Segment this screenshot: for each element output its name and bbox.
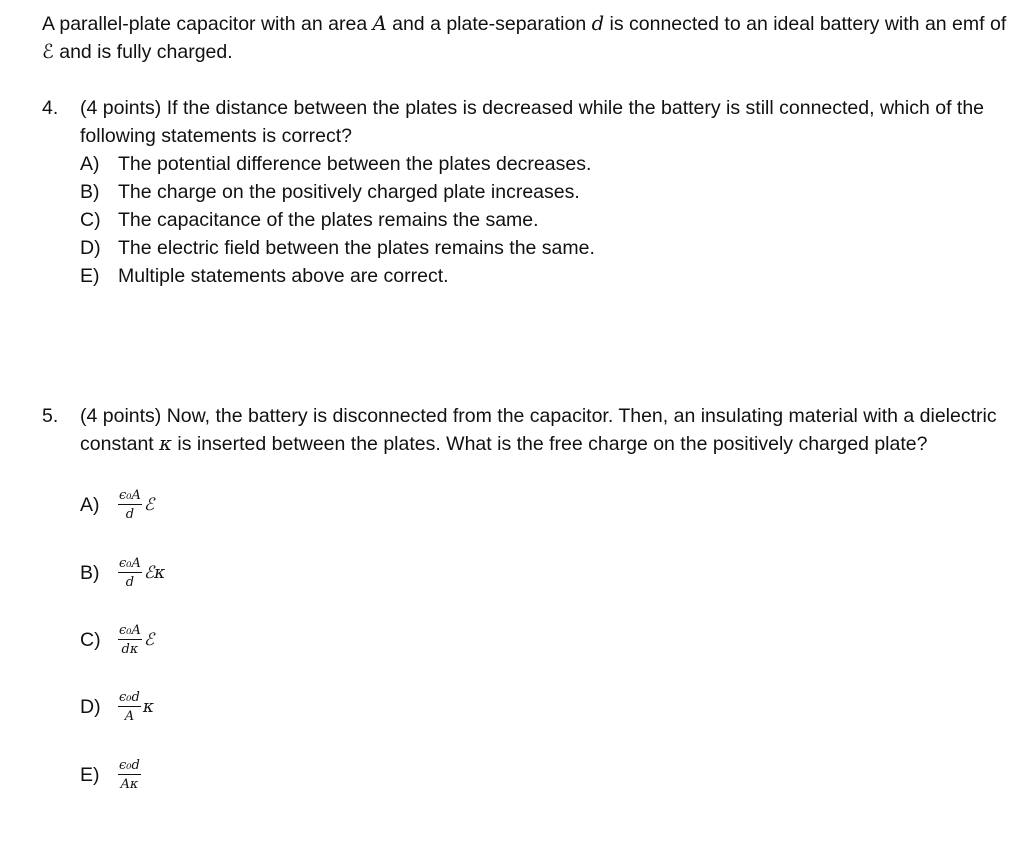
- option-letter: D): [80, 695, 101, 718]
- fraction-numerator: ϵ₀A: [119, 556, 141, 571]
- option-a: [80, 488, 154, 522]
- option-letter: C): [80, 628, 101, 651]
- option-c: [80, 206, 1017, 234]
- fraction-numerator: ϵ₀d: [119, 690, 140, 705]
- intro-text-2: and a plate-separation: [386, 13, 592, 35]
- option-letter: E): [80, 763, 100, 786]
- option-d: [80, 234, 1017, 262]
- option-d: [80, 690, 154, 724]
- stem-text-2: is inserted between the plates. What is the free charge on the positively charged plate?: [171, 433, 928, 455]
- option-e: [80, 262, 1017, 290]
- fraction-denominator: Aκ: [120, 777, 139, 792]
- fraction-numerator: ϵ₀A: [119, 488, 141, 503]
- fraction: [118, 690, 141, 724]
- var-emf: ℰ: [42, 40, 54, 63]
- option-letter: D): [80, 237, 101, 259]
- option-letter: C): [80, 209, 101, 231]
- option-letter: A): [80, 493, 100, 516]
- fraction-numerator: ϵ₀A: [119, 623, 141, 638]
- question-stem: (4 points) If the distance between the plates is decreased while the battery is still connected, which of the following statements is correct?: [80, 97, 985, 147]
- option-text: The potential difference between the plates decreases.: [118, 153, 592, 175]
- fraction-factor: κ: [142, 697, 154, 717]
- option-c: [80, 623, 154, 657]
- intro-text-4: and is fully charged.: [53, 41, 233, 63]
- option-b: [80, 556, 165, 590]
- option-letter: E): [80, 265, 100, 287]
- option-e: [80, 758, 143, 792]
- var-area: A: [372, 12, 387, 35]
- fraction: [118, 556, 142, 590]
- option-text: The electric field between the plates remains the same.: [118, 237, 595, 259]
- intro-text-3: is connected to an ideal battery with an emf of: [604, 13, 1007, 35]
- fraction-denominator: dκ: [121, 642, 139, 657]
- option-b: [80, 178, 1017, 206]
- question-number: 4.: [42, 97, 59, 119]
- fraction-denominator: A: [124, 709, 135, 724]
- fraction: [118, 623, 142, 657]
- option-text: The capacitance of the plates remains the same.: [118, 209, 539, 231]
- option-text: Multiple statements above are correct.: [118, 265, 449, 287]
- stem-text-1: (4 points) Now, the battery is disconnected from the capacitor. Then, an insulating material with a dielectric constant: [80, 405, 997, 455]
- option-letter: A): [80, 153, 100, 175]
- var-separation: d: [591, 12, 605, 35]
- fraction-factor: ℰ: [143, 495, 155, 515]
- fraction-denominator: d: [125, 575, 135, 590]
- question-number: 5.: [42, 405, 59, 427]
- intro-text-1: A parallel-plate capacitor with an area: [42, 13, 373, 35]
- var-kappa: κ: [159, 432, 172, 455]
- question-4: [42, 94, 1017, 290]
- fraction: [118, 488, 142, 522]
- option-letter: B): [80, 561, 100, 584]
- fraction-denominator: d: [125, 507, 135, 522]
- fraction-numerator: ϵ₀d: [119, 758, 140, 773]
- fraction-factor: ℰκ: [143, 563, 166, 583]
- fraction-factor: ℰ: [143, 630, 155, 650]
- problem-intro: [42, 10, 1017, 66]
- question-4-options: [80, 150, 1017, 290]
- question-stem: [80, 402, 1017, 458]
- option-letter: B): [80, 181, 100, 203]
- question-5: [42, 402, 1017, 458]
- option-text: The charge on the positively charged plate increases.: [118, 181, 580, 203]
- fraction: [118, 758, 141, 792]
- option-a: [80, 150, 1017, 178]
